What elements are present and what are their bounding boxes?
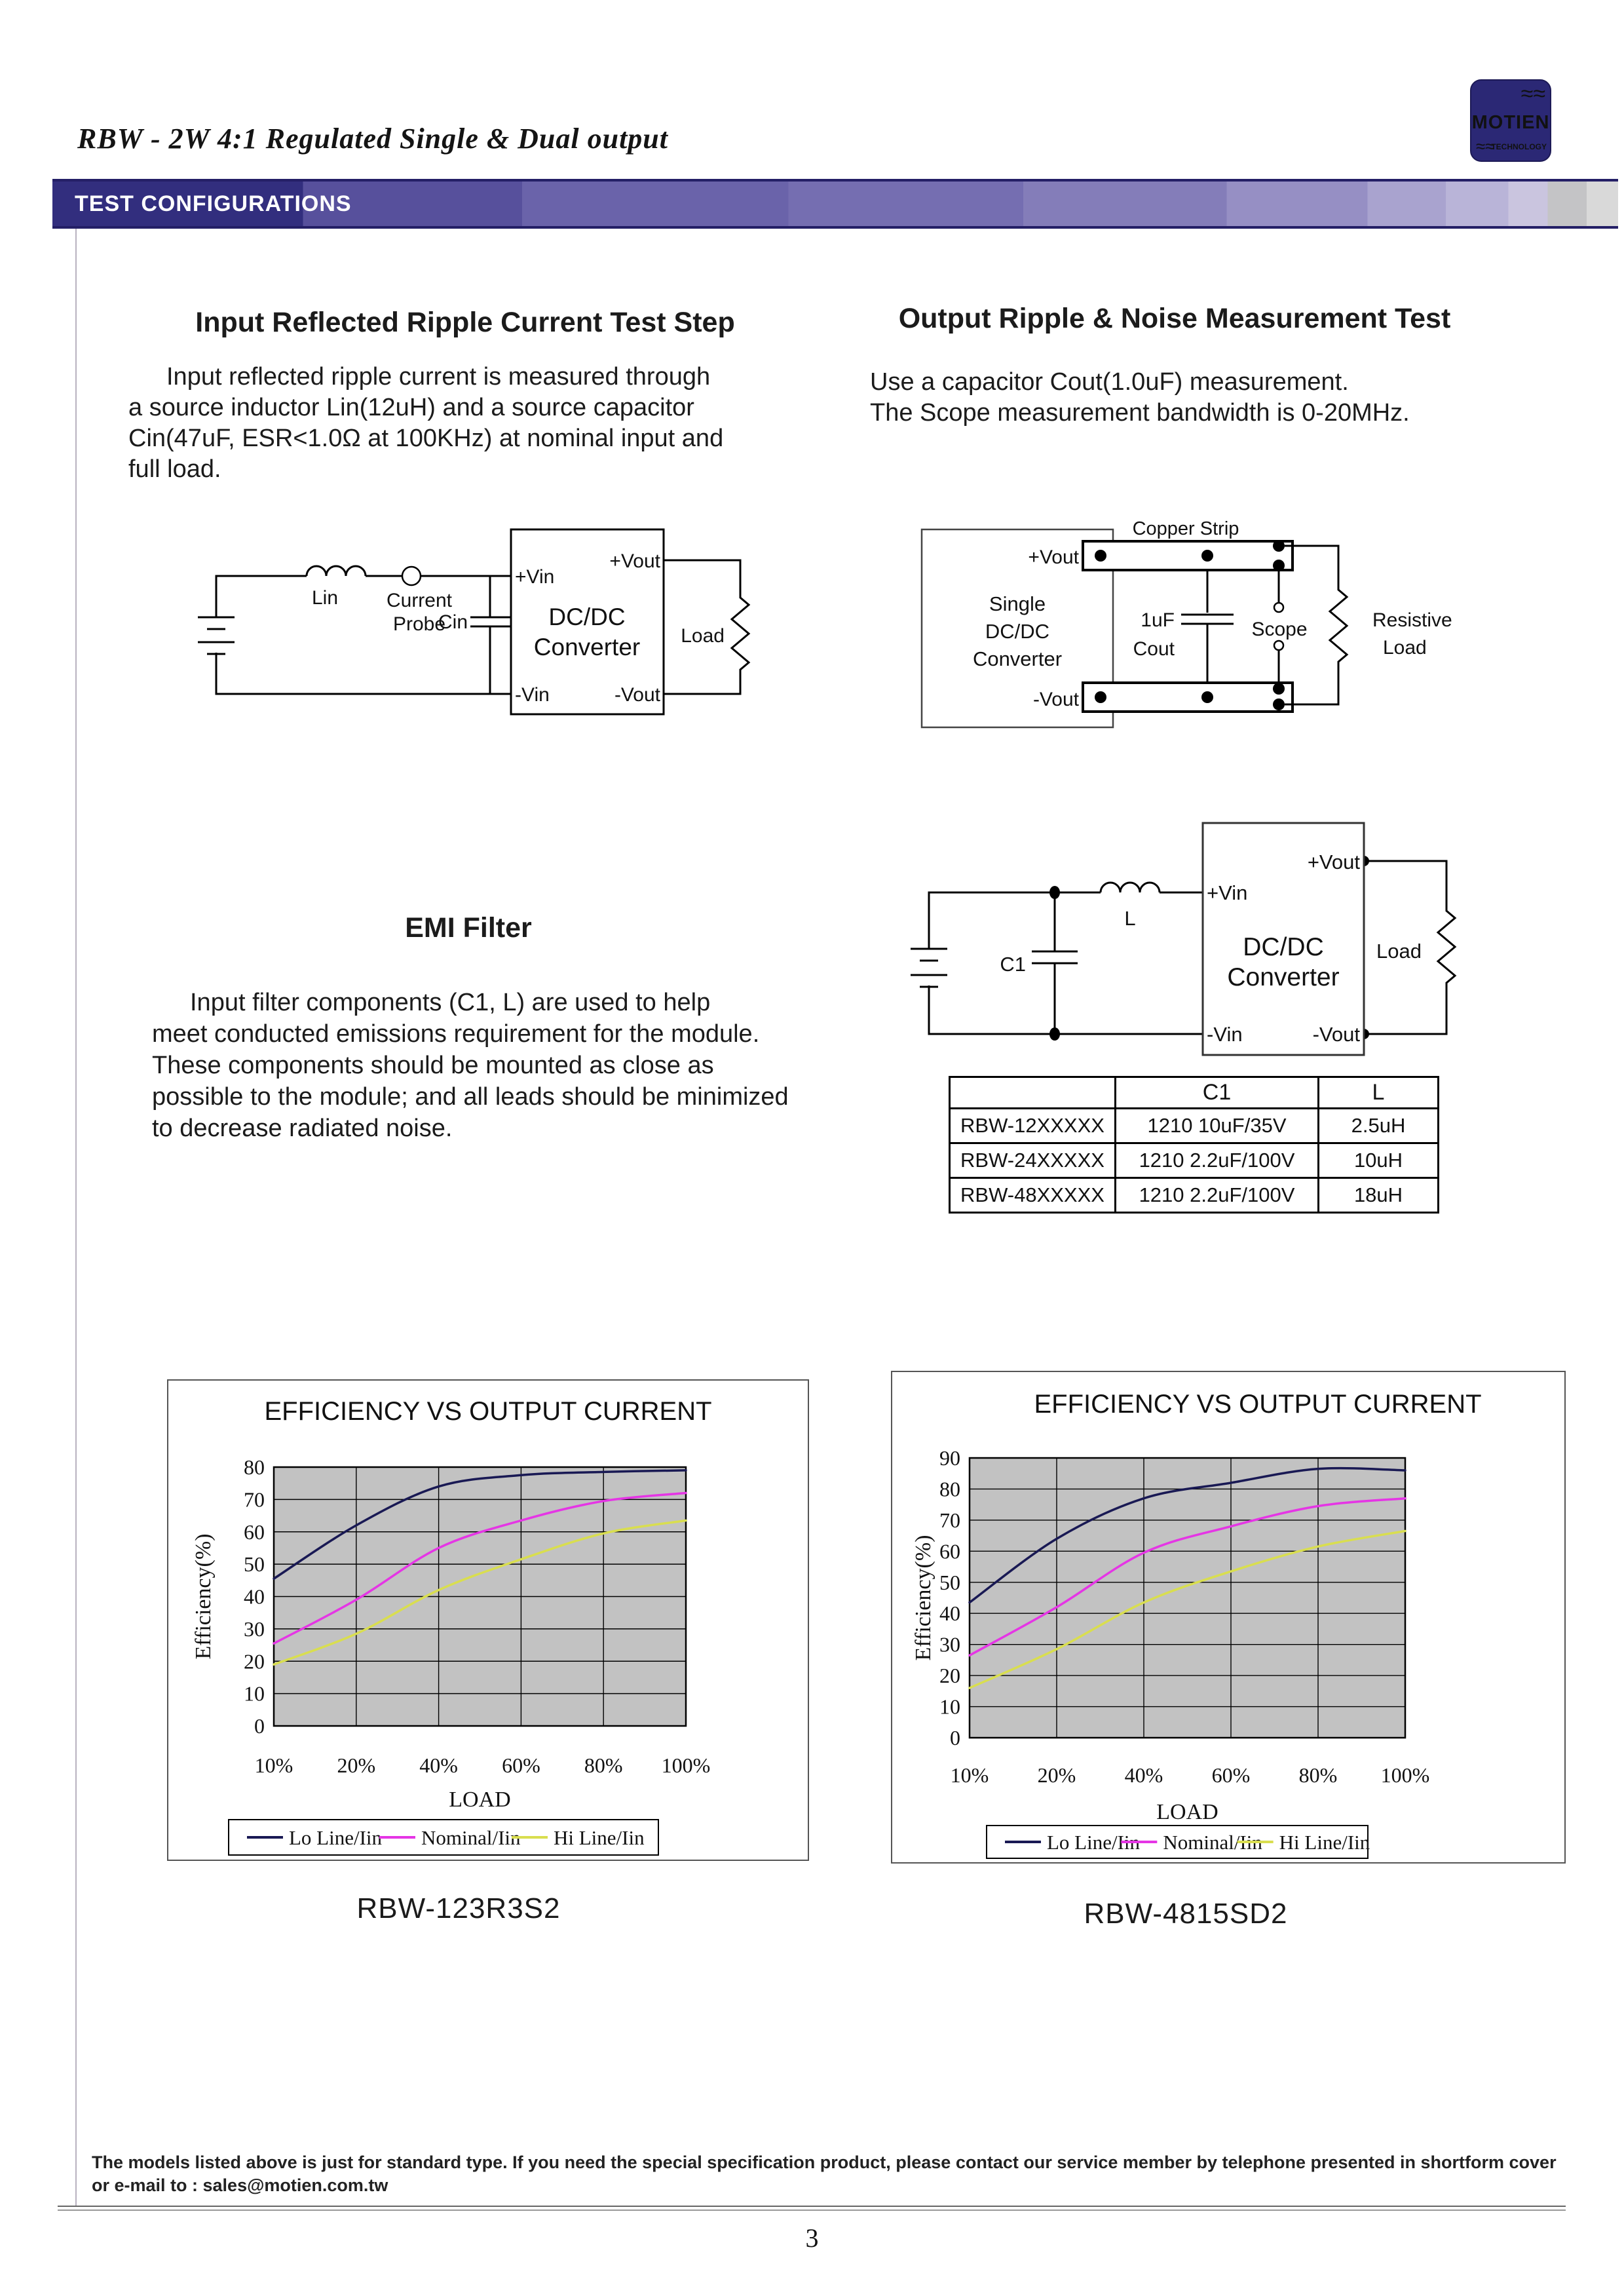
efficiency-chart-right xyxy=(891,1371,1566,1864)
chart-title: EFFICIENCY VS OUTPUT CURRENT xyxy=(1034,1390,1482,1419)
table-cell: RBW-24XXXXX xyxy=(950,1143,1116,1178)
svg-text:50: 50 xyxy=(939,1570,960,1594)
table-cell: 10uH xyxy=(1319,1143,1439,1178)
x-axis-title: LOAD xyxy=(1156,1800,1218,1824)
load-label: Load xyxy=(681,625,725,647)
box-label: Single xyxy=(989,592,1046,615)
para-line: These components should be mounted as close as xyxy=(152,1052,714,1079)
page-title: RBW - 2W 4:1 Regulated Single & Dual output xyxy=(77,123,668,155)
y-axis-title: Efficiency(%) xyxy=(191,1533,216,1660)
footer-text: The models listed above is just for standard type. If you need the special specification product, please contact our service member by telephone presented in shortform cover xyxy=(92,2152,1557,2172)
table-header-cell xyxy=(950,1077,1116,1109)
y-axis-title: Efficiency(%) xyxy=(911,1535,935,1661)
circuit-wires xyxy=(911,861,1455,1034)
load-label: Load xyxy=(1376,940,1422,963)
chart-title: EFFICIENCY VS OUTPUT CURRENT xyxy=(264,1397,712,1426)
output-ripple-test-diagram xyxy=(914,511,1576,747)
svg-text:40: 40 xyxy=(244,1584,265,1609)
pin-label: +Vin xyxy=(1207,881,1248,904)
legend xyxy=(229,1820,658,1855)
chart-caption-left: RBW-123R3S2 xyxy=(356,1892,561,1924)
para-line: Use a capacitor Cout(1.0uF) measurement. xyxy=(870,368,1349,396)
left-border-rule xyxy=(75,229,77,2206)
chart-caption-right: RBW-4815SD2 xyxy=(1084,1898,1288,1930)
table-row xyxy=(950,1178,1439,1213)
svg-text:0: 0 xyxy=(254,1714,265,1738)
cap-label: Cin xyxy=(438,611,468,633)
box-label: Converter xyxy=(972,647,1063,670)
filter-components-table xyxy=(949,1076,1439,1214)
para-line: meet conducted emissions requirement for the module. xyxy=(152,1020,760,1048)
efficiency-chart-left xyxy=(167,1379,809,1861)
svg-text:20: 20 xyxy=(939,1664,960,1688)
scope-label: Scope xyxy=(1251,619,1308,640)
table-cell: 2.5uH xyxy=(1319,1109,1439,1143)
pin-label: +Vout xyxy=(1028,546,1079,568)
current-probe-icon xyxy=(402,567,421,585)
pin-label: -Vout xyxy=(1032,689,1079,710)
legend-label: Hi Line/Iin xyxy=(554,1826,645,1849)
legend-label: Nominal/Iin xyxy=(421,1826,521,1849)
para-line: Input reflected ripple current is measured through xyxy=(166,363,711,391)
box-label: DC/DC xyxy=(548,603,626,630)
scope-probe-icon xyxy=(1274,641,1283,650)
svg-text:70: 70 xyxy=(244,1487,265,1512)
legend-label: Hi Line/Iin xyxy=(1279,1831,1370,1854)
table-cell: RBW-12XXXXX xyxy=(950,1109,1116,1143)
logo-waves-icon: ≈≈ xyxy=(1476,136,1495,156)
table-cell: 1210 2.2uF/100V xyxy=(1116,1143,1319,1178)
emi-filter-diagram xyxy=(897,806,1559,1068)
svg-text:100%: 100% xyxy=(661,1753,711,1777)
motien-logo xyxy=(1469,79,1552,163)
logo-waves-icon: ≈≈ xyxy=(1520,81,1545,106)
box-label: DC/DC xyxy=(1243,933,1324,961)
svg-text:60%: 60% xyxy=(502,1753,540,1777)
probe-label: Probe xyxy=(392,613,446,635)
scope-probe-icon xyxy=(1274,603,1283,612)
para-line: a source inductor Lin(12uH) and a source capacitor xyxy=(128,394,694,421)
inductor-label: L xyxy=(1124,907,1136,930)
svg-text:90: 90 xyxy=(939,1446,960,1470)
svg-text:50: 50 xyxy=(244,1552,265,1577)
svg-text:100%: 100% xyxy=(1380,1763,1430,1787)
para-emi-filter xyxy=(152,987,879,1144)
para-line: full load. xyxy=(128,455,221,483)
para-line: Input filter components (C1, L) are used to help xyxy=(190,989,711,1016)
legend-label: Lo Line/Iin xyxy=(289,1826,383,1849)
page-number: 3 xyxy=(805,2223,819,2253)
footer-rule xyxy=(58,2206,1566,2211)
box-label: DC/DC xyxy=(985,620,1050,643)
para-line: Cin(47uF, ESR<1.0Ω at 100KHz) at nominal input and xyxy=(128,425,724,452)
table-header-row xyxy=(950,1077,1439,1109)
svg-text:20%: 20% xyxy=(1037,1763,1076,1787)
svg-text:60: 60 xyxy=(939,1539,960,1563)
svg-text:0: 0 xyxy=(950,1726,960,1750)
table-cell: 1210 10uF/35V xyxy=(1116,1109,1319,1143)
copper-strip-label: Copper Strip xyxy=(1132,518,1239,539)
svg-text:70: 70 xyxy=(939,1508,960,1532)
section-banner xyxy=(52,179,1618,229)
para-line: The Scope measurement bandwidth is 0-20MHz. xyxy=(870,399,1410,427)
heading-input-ripple: Input Reflected Ripple Current Test Step xyxy=(195,307,735,338)
svg-text:30: 30 xyxy=(244,1617,265,1641)
legend-label: Lo Line/Iin xyxy=(1047,1831,1141,1854)
svg-text:60%: 60% xyxy=(1211,1763,1251,1787)
heading-output-ripple: Output Ripple & Noise Measurement Test xyxy=(898,303,1451,334)
svg-text:40%: 40% xyxy=(419,1753,458,1777)
svg-text:60: 60 xyxy=(244,1520,265,1544)
svg-text:80%: 80% xyxy=(584,1753,623,1777)
para-line: possible to the module; and all leads should be minimized xyxy=(152,1083,789,1111)
pin-label: -Vout xyxy=(614,684,660,706)
table-header-cell: L xyxy=(1319,1077,1439,1109)
svg-text:10%: 10% xyxy=(254,1753,293,1777)
cap-label: C1 xyxy=(1000,953,1026,976)
section-banner-label: TEST CONFIGURATIONS xyxy=(75,191,352,216)
pin-label: +Vout xyxy=(1307,851,1360,873)
table-header-cell: C1 xyxy=(1116,1077,1319,1109)
svg-text:20: 20 xyxy=(244,1649,265,1674)
circuit-wires xyxy=(198,560,749,694)
pin-label: -Vin xyxy=(1207,1023,1243,1046)
svg-text:20%: 20% xyxy=(337,1753,376,1777)
svg-text:30: 30 xyxy=(939,1632,960,1656)
box-label: Converter xyxy=(533,634,641,660)
plot-area xyxy=(970,1458,1405,1738)
inductor-icon xyxy=(307,566,366,576)
cap-name-label: Cout xyxy=(1133,638,1175,660)
pin-label: -Vout xyxy=(1312,1023,1360,1046)
svg-text:10: 10 xyxy=(939,1694,960,1719)
table-cell: 1210 2.2uF/100V xyxy=(1116,1178,1319,1213)
legend xyxy=(987,1826,1370,1858)
svg-text:80: 80 xyxy=(244,1455,265,1479)
table-row xyxy=(950,1143,1439,1178)
load-label: Load xyxy=(1383,637,1427,659)
footer-text: or e-mail to : sales@motien.com.tw xyxy=(92,2175,388,2195)
para-input-ripple xyxy=(128,362,836,485)
table-cell: RBW-48XXXXX xyxy=(950,1178,1116,1213)
cap-value-label: 1uF xyxy=(1141,609,1175,631)
box-label: Converter xyxy=(1227,963,1340,991)
para-line: to decrease radiated noise. xyxy=(152,1115,453,1142)
inductor-label: Lin xyxy=(311,587,339,609)
svg-text:80: 80 xyxy=(939,1477,960,1501)
probe-label: Current xyxy=(386,590,453,611)
table-row xyxy=(950,1109,1439,1143)
logo-brand: MOTIEN xyxy=(1471,112,1550,133)
pin-label: -Vin xyxy=(515,684,550,706)
pin-label: +Vin xyxy=(515,566,555,588)
logo-subtitle: TECHNOLOGY xyxy=(1491,142,1547,151)
load-label: Resistive xyxy=(1372,609,1452,631)
svg-text:40%: 40% xyxy=(1124,1763,1163,1787)
x-axis-title: LOAD xyxy=(449,1788,511,1812)
pin-label: +Vout xyxy=(609,550,660,572)
circuit-wires xyxy=(1083,541,1347,712)
svg-text:40: 40 xyxy=(939,1601,960,1626)
svg-text:10: 10 xyxy=(244,1681,265,1706)
para-output-ripple xyxy=(870,367,1538,429)
table-cell: 18uH xyxy=(1319,1178,1439,1213)
input-ripple-test-diagram xyxy=(176,519,765,735)
heading-emi-filter: EMI Filter xyxy=(405,912,532,944)
svg-text:10%: 10% xyxy=(950,1763,989,1787)
legend-label: Nominal/Iin xyxy=(1163,1831,1262,1854)
svg-text:80%: 80% xyxy=(1298,1763,1338,1787)
